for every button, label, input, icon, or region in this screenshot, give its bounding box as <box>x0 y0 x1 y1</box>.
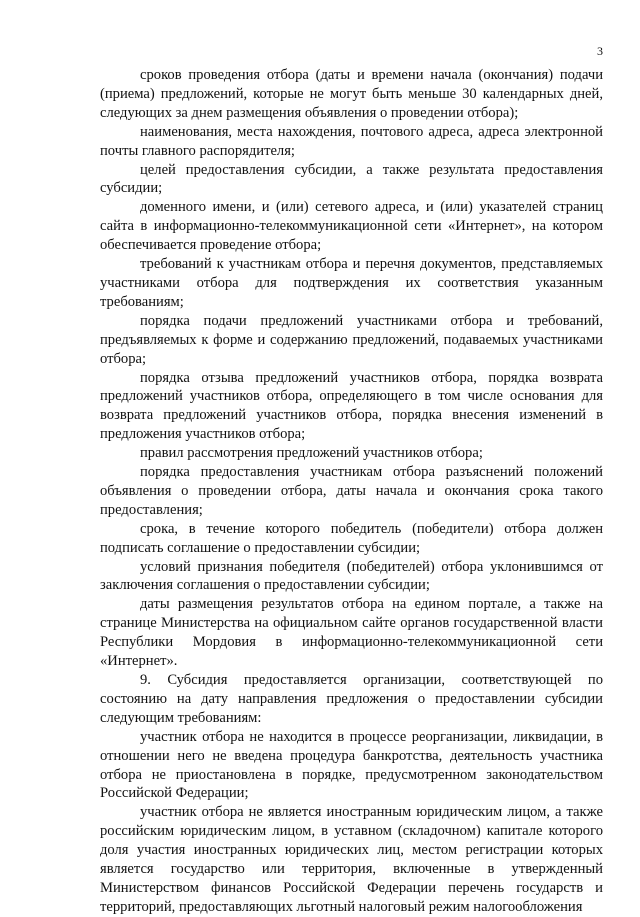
page-number: 3 <box>597 44 603 58</box>
paragraph: участник отбора не находится в процессе реорганизации, ликвидации, в отношении него не введена процедура банкротства, деятельность участника отбора не приостановлена в порядке, предусмотренном законодательством Российской Федерации; <box>100 728 603 802</box>
paragraph: срока, в течение которого победитель (победители) отбора должен подписать соглашение о предоставлении субсидии; <box>100 520 603 556</box>
paragraph: требований к участникам отбора и перечня документов, представляемых участниками отбора для подтверждения их соответствия указанным требованиям; <box>100 256 603 310</box>
paragraph: наименования, места нахождения, почтового адреса, адреса электронной почты главного распорядителя; <box>100 123 603 159</box>
paragraph: условий признания победителя (победителей) отбора уклонившимся от заключения соглашения о предоставлении субсидии; <box>100 558 603 594</box>
paragraph: участник отбора не является иностранным юридическим лицом, а также российским юридическим лицом, в уставном (складочном) капитале которого доля участия иностранных юридических лиц, местом регистрации которых является государство или территория, включенные в утвержденный Министерством финансов Российской Федерации перечень государств и территорий, предоставляющих льготный налоговый режим налогообложения <box>100 804 603 915</box>
paragraph: даты размещения результатов отбора на едином портале, а также на странице Министерства на официальном сайте органов государственной власти Республики Мордовия в информационно-телекоммуникационной сети «Интернет». <box>100 596 603 670</box>
paragraph: правил рассмотрения предложений участников отбора; <box>140 445 483 462</box>
paragraph: сроков проведения отбора (даты и времени начала (окончания) подачи (приема) предложений, которые не могут быть меньше 30 календарных дней, следующих за днем размещения объявления о проведении отбора); <box>100 67 603 121</box>
paragraph: порядка предоставления участникам отбора разъяснений положений объявления о проведении отбора, даты начала и окончания срока такого предоставления; <box>100 464 603 518</box>
paragraph: порядка подачи предложений участниками отбора и требований, предъявляемых к форме и содержанию предложений, подаваемых участниками отбора; <box>100 312 603 367</box>
paragraph: доменного имени, и (или) сетевого адреса, и (или) указателей страниц сайта в информационно-телекоммуникационной сети «Интернет», на котором обеспечивается проведение отбора; <box>100 199 603 254</box>
document-body <box>100 66 603 917</box>
paragraph: порядка отзыва предложений участников отбора, порядка возврата предложений участников отбора, определяющего в том числе основания для возврата предложений участников отбора, порядка внесения изменений в предложения участников отбора; <box>100 369 603 443</box>
paragraph: целей предоставления субсидии, а также результата предоставления субсидии; <box>100 161 603 197</box>
paragraph-section-9: 9. Субсидия предоставляется организации, соответствующей по состоянию на дату направления предложения о предоставлении субсидии следующим требованиям: <box>100 672 603 726</box>
